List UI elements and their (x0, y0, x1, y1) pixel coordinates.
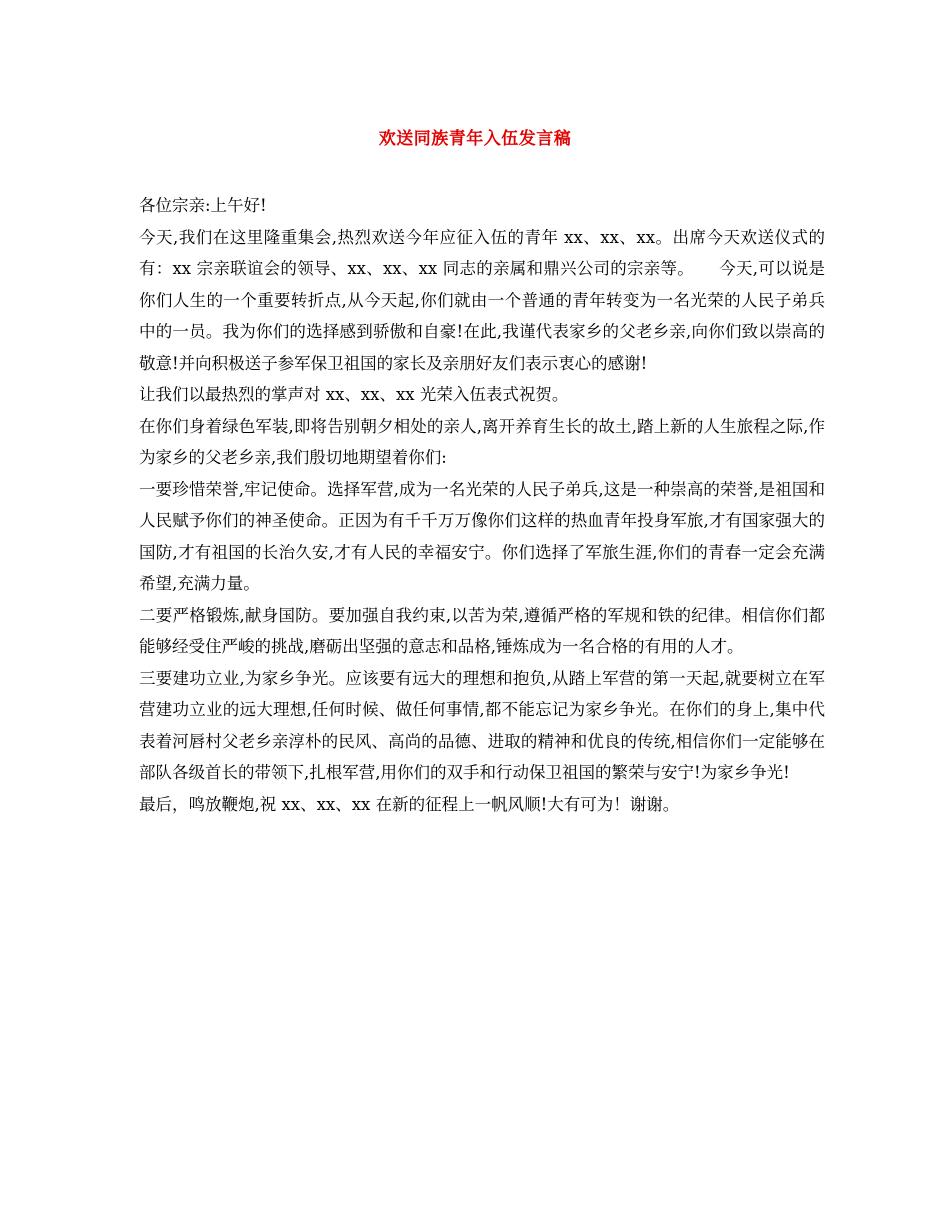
document-body (139, 190, 825, 820)
applause-paragraph: 让我们以最热烈的掌声对 xx、xx、xx 光荣入伍表式祝贺。 (139, 385, 569, 404)
second-expectation-paragraph: 二要严格锻炼,献身国防。要加强自我约束,以苦为荣,遵循严格的军规和铁的纪律。相信你们都能够经受住严峻的挑战,磨砺出坚强的意志和品格,锤炼成为一名合格的有用的人才。 (139, 605, 825, 656)
first-expectation-paragraph: 一要珍惜荣誉,牢记使命。选择军营,成为一名光荣的人民子弟兵,这是一种崇高的荣誉,是祖国和人民赋予你们的神圣使命。正因为有千千万万像你们这样的热血青年投身军旅,才有国家强大的国防,才有祖国的长治久安,才有人民的幸福安宁。你们选择了军旅生涯,你们的青春一定会充满希望,充满力量。 (139, 479, 825, 593)
closing-paragraph: 最后，鸣放鞭炮,祝 xx、xx、xx 在新的征程上一帆风顺!大有可为！谢谢。 (139, 794, 680, 814)
greeting-paragraph: 各位宗亲:上午好! (139, 196, 267, 215)
expectation-intro-paragraph: 在你们身着绿色军装,即将告别朝夕相处的亲人,离开养育生长的故土,踏上新的人生旅程之际,作为家乡的父老乡亲,我们殷切地期望着你们: (139, 416, 825, 467)
opening-paragraph: 今天,我们在这里隆重集会,热烈欢送今年应征入伍的青年 xx、xx、xx。出席今天欢送仪式的有：xx 宗亲联谊会的领导、xx、xx、xx 同志的亲属和鼎兴公司的宗亲等。 今天,可以说是你们人生的一个重要转折点,从今天起,你们就由一个普通的青年转变为一名光荣的人民子弟兵中的一员。我为你们的选择感到骄傲和自豪!在此,我谨代表家乡的父老乡亲,向你们致以崇高的敬意!并向积极送子参军保卫祖国的家长及亲朋好友们表示衷心的感谢! (139, 227, 825, 373)
document-title: 欢送同族青年入伍发言稿 (378, 129, 572, 149)
third-expectation-paragraph: 三要建功立业,为家乡争光。应该要有远大的理想和抱负,从踏上军营的第一天起,就要树立在军营建功立业的远大理想,任何时候、做任何事情,都不能忘记为家乡争光。在你们的身上,集中代表着河唇村父老乡亲淳朴的民风、高尚的品德、进取的精神和优良的传统,相信你们一定能够在部队各级首长的带领下,扎根军营,用你们的双手和行动保卫祖国的繁荣与安宁!为家乡争光! (139, 668, 825, 782)
